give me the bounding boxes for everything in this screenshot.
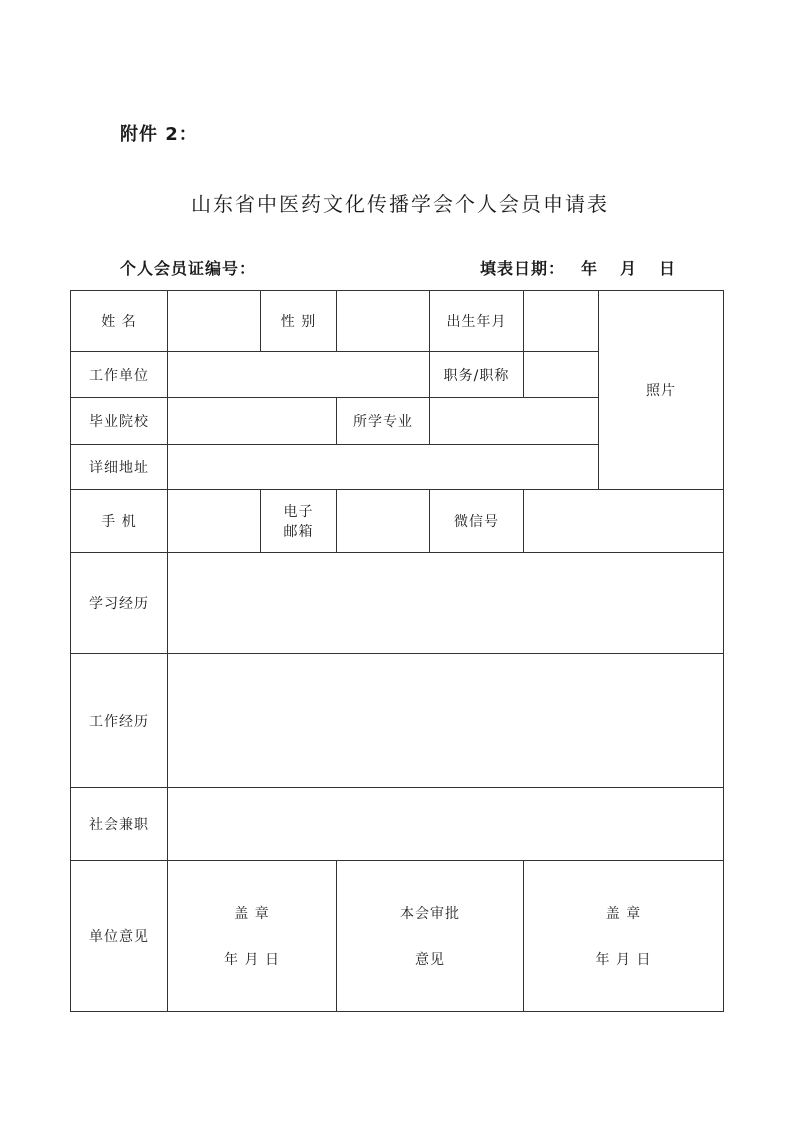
form-title: 山东省中医药文化传播学会个人会员申请表 — [191, 192, 609, 216]
phone-label: 手 机 — [71, 490, 168, 553]
email-label-line1: 电子 — [283, 504, 314, 520]
social-roles-label: 社会兼职 — [71, 788, 168, 861]
wechat-label: 微信号 — [430, 490, 524, 553]
address-field[interactable] — [168, 445, 599, 490]
gender-field[interactable] — [337, 291, 430, 352]
member-number-label: 个人会员证编号： — [120, 259, 257, 278]
unit-seal-label: 盖 章 — [234, 906, 270, 922]
name-label: 姓 名 — [71, 291, 168, 352]
title-label: 职务/职称 — [430, 352, 524, 398]
workplace-label: 工作单位 — [71, 352, 168, 398]
society-approval-label — [337, 861, 524, 1012]
email-label — [261, 490, 337, 553]
major-label: 所学专业 — [337, 398, 430, 445]
social-roles-field[interactable] — [168, 788, 724, 861]
fill-date-month: 月 — [620, 259, 638, 278]
unit-opinion-label: 单位意见 — [71, 861, 168, 1012]
school-label: 毕业院校 — [71, 398, 168, 445]
birth-label: 出生年月 — [430, 291, 524, 352]
workplace-field[interactable] — [168, 352, 430, 398]
study-history-label: 学习经历 — [71, 553, 168, 654]
email-field[interactable] — [337, 490, 430, 553]
fill-date-label: 填表日期： — [480, 259, 566, 278]
fill-date — [480, 256, 676, 279]
title-field[interactable] — [524, 352, 599, 398]
society-approval-field[interactable] — [524, 861, 724, 1012]
wechat-field[interactable] — [524, 490, 724, 553]
photo-box[interactable]: 照片 — [599, 291, 724, 490]
attachment-label: 附件 2： — [120, 124, 198, 145]
society-approval-line2: 意见 — [415, 952, 445, 968]
birth-field[interactable] — [524, 291, 599, 352]
application-table — [70, 290, 724, 1012]
society-seal-label: 盖 章 — [605, 906, 642, 922]
work-history-label: 工作经历 — [71, 654, 168, 788]
society-approval-line1: 本会审批 — [400, 906, 460, 922]
address-label: 详细地址 — [71, 445, 168, 490]
study-history-field[interactable] — [168, 553, 724, 654]
work-history-field[interactable] — [168, 654, 724, 788]
fill-date-day: 日 — [659, 259, 677, 278]
fill-date-year: 年 — [581, 259, 599, 278]
name-field[interactable] — [168, 291, 261, 352]
gender-label: 性 别 — [261, 291, 337, 352]
unit-opinion-field[interactable] — [168, 861, 337, 1012]
school-field[interactable] — [168, 398, 337, 445]
email-label-line2: 邮箱 — [283, 524, 314, 540]
major-field[interactable] — [430, 398, 599, 445]
society-date-line: 年 月 日 — [595, 952, 652, 968]
phone-field[interactable] — [168, 490, 261, 553]
unit-date-line: 年 月 日 — [224, 952, 280, 968]
